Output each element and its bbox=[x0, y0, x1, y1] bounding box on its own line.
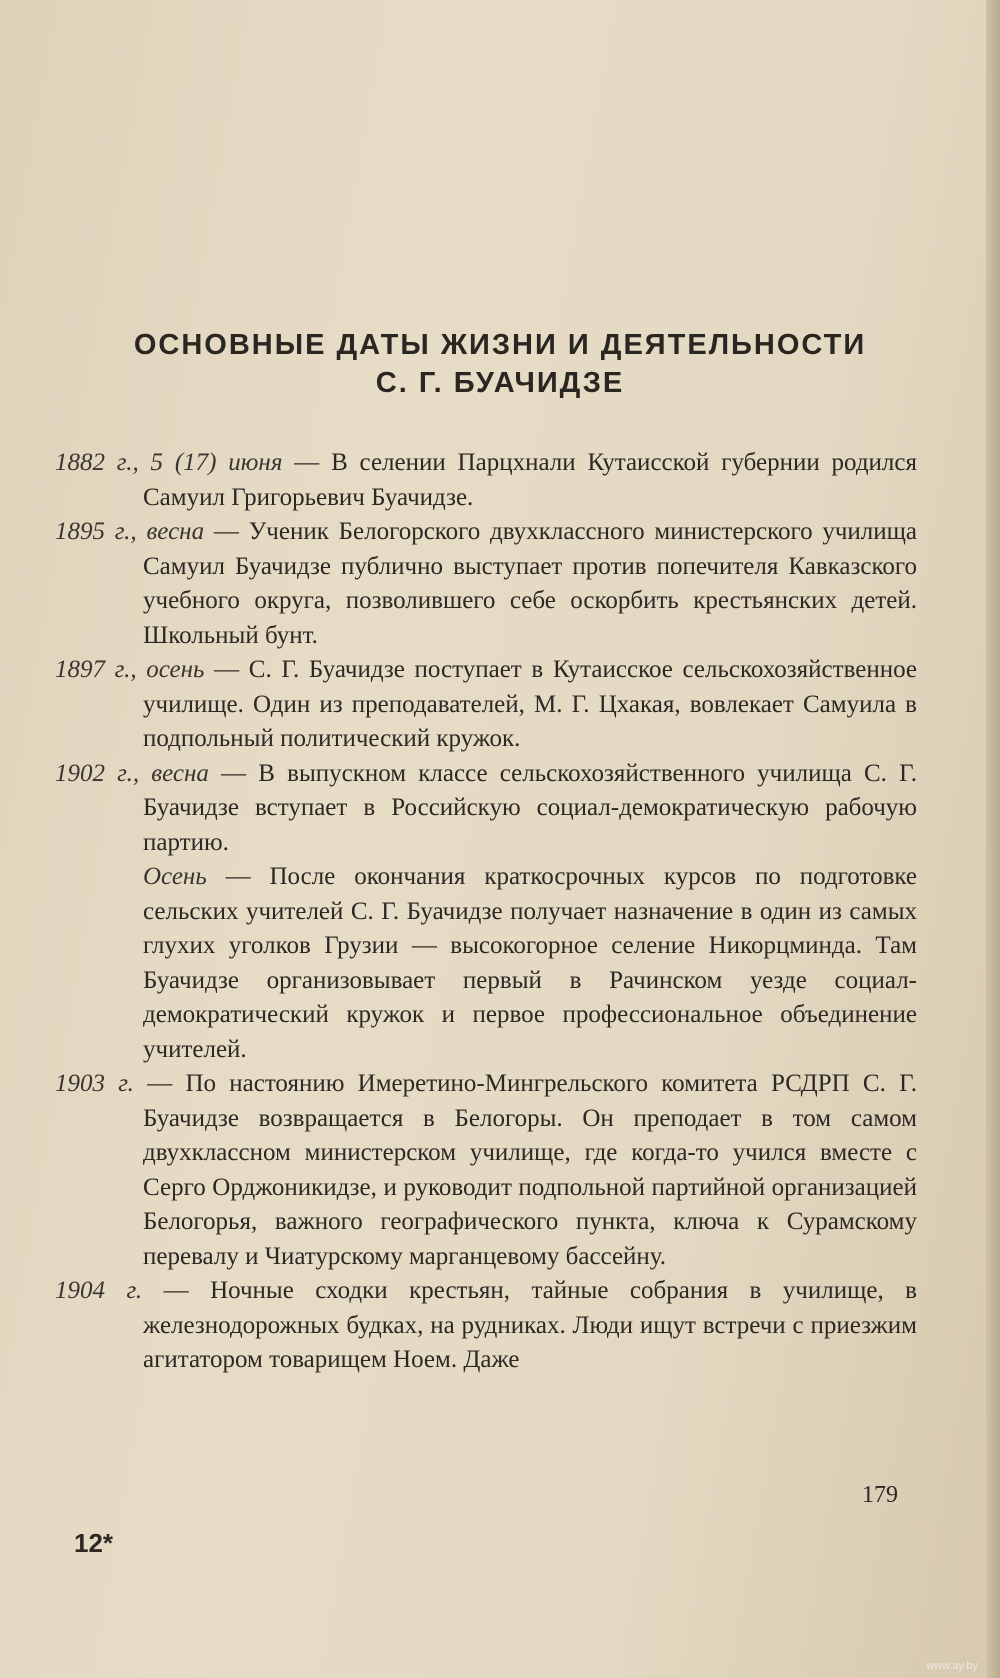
page-edge bbox=[986, 0, 1000, 1678]
entry-text: — После окончания краткосрочных курсов по подготовке сельских учителей С. Г. Буачидзе получает назначение в один из самых глухих уголков Грузии — высокогорное селение Никорцминда. Там Буачидзе организовывает первый в Рачинском уезде социал-демократический кружок и первое профессиональное объединение учителей. bbox=[143, 863, 917, 1063]
printer-signature-mark: 12* bbox=[74, 1528, 114, 1558]
entry-date: 1904 г. bbox=[55, 1277, 143, 1304]
entry-text: — С. Г. Буачидзе поступает в Кутаисское сельскохозяйственное училище. Один из преподавателей, М. Г. Цхакая, вовлекает Самуила в подпольный политический кружок. bbox=[143, 656, 917, 752]
chronology-entry bbox=[55, 1274, 917, 1378]
entry-date: 1897 г., осень bbox=[55, 656, 205, 683]
entry-text: — В выпускном классе сельскохозяйственного училища С. Г. Буачидзе вступает в Российскую социал-демократическую рабочую партию. bbox=[143, 759, 917, 856]
entry-date: 1903 г. bbox=[55, 1070, 134, 1097]
chronology-entry bbox=[55, 515, 917, 653]
page-title-line-2: С. Г. БУАЧИДЗЕ bbox=[375, 367, 625, 399]
entry-text: — По настоянию Имеретино-Мингрельского комитета РСДРП С. Г. Буачидзе возвращается в Белогоры. Он преподает в том самом двухклассном министерском училище, где когда-то учился вместе с Серго Орджоникидзе, и руководит подпольной партийной организацией Белогорья, важного географического пункта, ключа к Сурамскому перевалу и Чиатурскому марганцевому бассейну. bbox=[133, 1070, 917, 1270]
chronology-entry bbox=[55, 446, 917, 515]
entry-date: Осень bbox=[143, 863, 207, 890]
watermark: www.ay.by bbox=[926, 1660, 978, 1672]
entry-date: 1882 г., 5 (17) июня bbox=[55, 449, 283, 476]
chronology-entry bbox=[55, 757, 917, 861]
entry-date: 1895 г., весна bbox=[55, 518, 205, 545]
entry-text: — В селении Парцхнали Кутаисской губернии родился Самуил Григорьевич Буачидзе. bbox=[143, 449, 917, 511]
entry-text: — Ночные сходки крестьян, тайные собрания в училище, в железнодорожных будках, на рудниках. Люди ищут встречи с приезжим агитатором товарищем Ноем. Даже bbox=[142, 1277, 917, 1373]
page-number: 179 bbox=[862, 1482, 898, 1508]
chronology-list bbox=[55, 446, 917, 1378]
chronology-entry bbox=[55, 653, 917, 757]
entry-date: 1902 г., весна bbox=[55, 759, 209, 787]
entry-text: — Ученик Белогорского двухклассного министерского училища Самуил Буачидзе публично выступает против попечителя Кавказского учебного округа, позволившего себе оскорбить крестьянских детей. Школьный бунт. bbox=[143, 518, 918, 649]
chronology-subentry bbox=[55, 860, 917, 1067]
page-title-line-1: ОСНОВНЫЕ ДАТЫ ЖИЗНИ И ДЕЯТЕЛЬНОСТИ bbox=[133, 329, 867, 361]
chronology-entry bbox=[55, 1067, 917, 1274]
